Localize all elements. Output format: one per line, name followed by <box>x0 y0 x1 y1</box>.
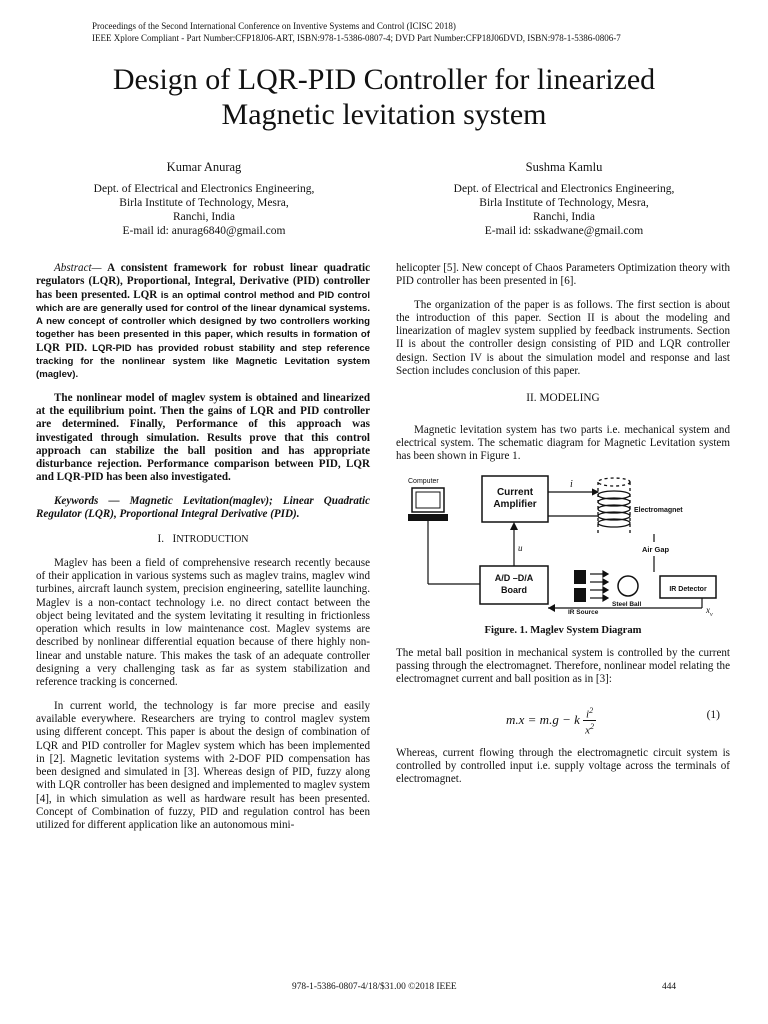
position-symbol: x <box>706 604 710 615</box>
abstract-text-4: LQR-PID has provided robust stability and step reference tracking for the nonlinear system like Magnetic Levitation system (maglev). <box>36 342 370 381</box>
computer-label: Computer <box>408 477 439 485</box>
equation-denominator <box>583 721 596 737</box>
abstract-text-3: LQR PID. <box>36 341 88 354</box>
conference-header <box>92 20 732 44</box>
keywords: Keywords — Magnetic Levitation(maglev); Linear Quadratic Regulator (LQR), Proportional Integral Derivative (PID). <box>36 494 370 521</box>
steel-ball-label: Steel Ball <box>612 600 642 608</box>
section-heading-introduction <box>36 533 370 546</box>
ir-source-block-bottom <box>574 588 586 602</box>
author-place: Ranchi, India <box>533 211 595 223</box>
author-dept: Dept. of Electrical and Electronics Engineering, <box>453 183 675 195</box>
title-line-2: Magnetic levitation system <box>221 98 547 131</box>
abstract-lead: Abstract— <box>54 262 102 274</box>
right-column <box>396 262 730 797</box>
left-column <box>36 262 370 843</box>
author-place: Ranchi, India <box>173 211 235 223</box>
isbn-line: IEEE Xplore Compliant - Part Number:CFP18J06-ART, ISBN:978-1-5386-0807-4; DVD Part Number:CFP18J06DVD, ISBN:978-1-5386-0806-7 <box>92 33 621 43</box>
ir-source-block-top <box>574 570 586 584</box>
diagram-drawing <box>402 474 724 618</box>
figure-caption: Figure. 1. Maglev System Diagram <box>484 624 642 636</box>
organization-paragraph: The organization of the paper is as follows. The first section is about the introduction of this paper. Section II is about the modeling and linearization of maglev system supplied by feedback instruments. Section II is about the controller design consisting of PID and LQR controller design. Section IV is about the simulation model and response and last Section includes conclusion of this paper. <box>396 298 730 378</box>
numerator-exponent: 2 <box>589 705 594 715</box>
computer-screen-icon <box>416 492 440 508</box>
air-gap-label: Air Gap <box>642 544 670 554</box>
electrical-paragraph: Whereas, current flowing through the electromagnetic circuit system is controlled by controlled input i.e. supply voltage across the terminals of electromagnet. <box>396 746 730 786</box>
author-block-2 <box>414 160 714 238</box>
ad-da-label-2: Board <box>500 584 527 595</box>
mechanical-paragraph: The metal ball position in mechanical system is controlled by the current passing through the electromagnet. Therefore, nonlinear model relating the electromagnet current and ball position as in [3]: <box>396 646 730 686</box>
ad-da-label-1: A/D –D/A <box>494 572 534 583</box>
position-output-label <box>706 604 713 622</box>
author-dept: Dept. of Electrical and Electronics Engineering, <box>93 183 315 195</box>
electromagnet-label: Electromagnet <box>634 506 683 514</box>
section-number: I. <box>157 533 165 546</box>
abstract-paragraph <box>36 262 370 382</box>
modeling-paragraph: Magnetic levitation system has two parts i.e. mechanical system and electrical system. The schematic diagram for Magnetic Levitation system has been shown in Figure 1. <box>396 423 730 463</box>
denominator-exponent: 2 <box>590 722 595 732</box>
paper-title <box>40 62 728 132</box>
section-heading-modeling: II. MODELING <box>526 392 600 405</box>
intro-paragraph-1: Maglev has been a field of comprehensive research recently because of their application in various systems such as maglev trains, maglev wind turbines, aircraft launch system, precision engineering, satellite launching. Maglev is a non-contact technology i.e. no direct contact between the object being levitated and the system levitating it resulting in frictionless operation which results in low maintenance cost. Maglev systems are described by nonlinear differential equation because of there highly non-linear and unstable nature. This makes the task of an adequate controller designing a very challenging task as far as system stabilization and reference tracking is concerned. <box>36 556 370 689</box>
author-name: Sushma Kamlu <box>525 160 603 174</box>
intro-paragraph-2: In current world, the technology is far more precise and easily available everywhere. Researchers are trying to control maglev system using different concept. This paper is about the design of combination of LQR and PID controller for Maglev system which has been implemented in [2]. Magnetic levitation systems with 2-DOF PID compensation has been designed and simulated in [3]. Whereas design of PID, fuzzy along with LQR controller has been designed and implemented to maglev system [4], in which simulation as well as hardware result has been presented. Concept of Combination of fuzzy, PID and regulation control has been utilized for different application like an autonomous mini- <box>36 699 370 832</box>
equation-numerator <box>583 705 596 722</box>
equation-body <box>506 705 596 737</box>
equation-1 <box>396 697 730 737</box>
section-title-first: I <box>172 533 177 546</box>
ir-detector-label: IR Detector <box>669 585 707 593</box>
author-email: E-mail id: sskadwane@gmail.com <box>484 225 644 237</box>
author-institute: Birla Institute of Technology, Mesra, <box>479 197 649 209</box>
section-title-rest: NTRODUCTION <box>176 534 249 546</box>
author-block-1 <box>54 160 354 238</box>
equation-number: (1) <box>706 708 720 721</box>
ir-beam-arrows-icon <box>590 571 608 601</box>
position-subscript: v <box>710 611 713 618</box>
control-arrow-icon <box>510 522 518 530</box>
author-name: Kumar Anurag <box>166 160 242 174</box>
right-paragraph-1: helicopter [5]. New concept of Chaos Parameters Optimization theory with PID controller has been presented in [6]. <box>396 262 730 288</box>
equation-fraction <box>583 705 596 737</box>
ir-source-label: IR Source <box>568 608 599 616</box>
maglev-system-diagram <box>402 474 724 618</box>
equation-left-side: m.x = m.g − k <box>506 711 580 727</box>
abstract-paragraph-2: The nonlinear model of maglev system is obtained and linearized at the equilibrium point. Then the gains of LQR and PID controller are determined. Finally, Performance of this approach was investigated through simulation. Results prove that this control approach can stabilize the ball position and has appropriate disturbance rejection. Performance comparison between PID, LQR and LQR-PID has been also investigated. <box>36 391 370 484</box>
control-input-label: u <box>518 542 523 553</box>
denominator-symbol: x <box>585 725 591 738</box>
feedback-arrow-icon <box>548 604 555 612</box>
steel-ball-icon <box>618 576 638 596</box>
author-email: E-mail id: anurag6840@gmail.com <box>122 225 286 237</box>
computer-keyboard-icon <box>408 514 448 521</box>
abstract-text-1: A consistent framework for robust linear quadratic regulators (LQR), Proportional, Integral, Derivative (PID) controller has been presented. LQR <box>36 262 370 301</box>
electromagnet-coil-icon <box>598 478 630 534</box>
numerator-symbol: i <box>586 708 590 721</box>
page-number: 444 <box>662 982 677 992</box>
current-symbol-label: i <box>570 478 573 490</box>
abstract-text-2: is an optimal control method and PID control which are are generally used for control of the linear dynamical systems. A new concept of controller which designed by two controllers working together has been presented in this paper, which results in formation of <box>36 289 370 341</box>
title-line-1: Design of LQR-PID Controller for linearized <box>112 63 656 96</box>
amplifier-label-1: Current <box>496 486 534 498</box>
amplifier-label-2: Amplifier <box>493 498 537 510</box>
copyright-footer: 978-1-5386-0807-4/18/$31.00 ©2018 IEEE <box>292 982 457 992</box>
author-institute: Birla Institute of Technology, Mesra, <box>119 197 289 209</box>
conference-line: Proceedings of the Second International Conference on Inventive Systems and Control (ICISC 2018) <box>92 21 456 31</box>
